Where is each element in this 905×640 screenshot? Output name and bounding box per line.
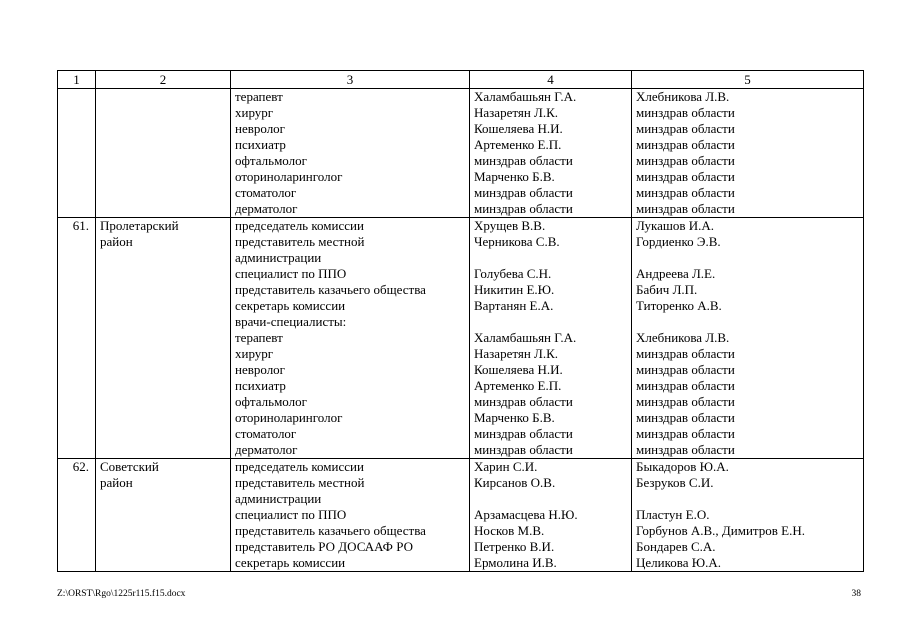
reserve-member: Бондарев С.А. bbox=[636, 539, 716, 554]
main-member: Хрущев В.В. bbox=[474, 218, 546, 233]
main-member: Халамбашьян Г.А. bbox=[474, 89, 577, 104]
page-number: 38 bbox=[851, 589, 861, 599]
reserve-member: минздрав области bbox=[636, 378, 735, 393]
reserve-member: Хлебникова Л.В. bbox=[636, 89, 730, 104]
main-member: Артеменко Е.П. bbox=[474, 378, 562, 393]
reserve-member: минздрав области bbox=[636, 201, 735, 216]
role-line: оториноларинголог bbox=[235, 169, 343, 184]
main-member: Арзамасцева Н.Ю. bbox=[474, 507, 578, 522]
role-line: специалист по ППО bbox=[235, 507, 347, 522]
role-line: психиатр bbox=[235, 137, 286, 152]
main-member: Халамбашьян Г.А. bbox=[474, 330, 577, 345]
reserve-member: Титоренко А.В. bbox=[636, 298, 722, 313]
district-cell bbox=[96, 89, 231, 218]
reserve-members-cell bbox=[632, 89, 864, 218]
role-line: представитель казачьего общества bbox=[235, 282, 426, 297]
main-member: минздрав области bbox=[474, 201, 573, 216]
reserve-member bbox=[636, 491, 859, 507]
reserve-member bbox=[636, 314, 859, 330]
reserve-member: минздрав области bbox=[636, 169, 735, 184]
main-member: Голубева С.Н. bbox=[474, 266, 552, 281]
district-name: район bbox=[100, 234, 133, 249]
roles-cell bbox=[231, 218, 470, 459]
main-member bbox=[474, 314, 627, 330]
main-member: минздрав области bbox=[474, 185, 573, 200]
roles-cell bbox=[231, 89, 470, 218]
main-member: Кошеляева Н.И. bbox=[474, 362, 563, 377]
main-member: Назаретян Л.К. bbox=[474, 346, 559, 361]
main-member: Харин С.И. bbox=[474, 459, 538, 474]
role-line: офтальмолог bbox=[235, 394, 307, 409]
district-name: Пролетарский bbox=[100, 218, 179, 233]
role-line: представитель РО ДОСААФ РО bbox=[235, 539, 413, 554]
reserve-member: Безруков С.И. bbox=[636, 475, 714, 490]
row-number: 62. bbox=[58, 459, 96, 572]
role-line: врачи-специалисты: bbox=[235, 314, 347, 329]
reserve-member: минздрав области bbox=[636, 346, 735, 361]
district-name: район bbox=[100, 475, 133, 490]
reserve-member: минздрав области bbox=[636, 185, 735, 200]
role-line: представитель местной bbox=[235, 234, 365, 249]
role-line: психиатр bbox=[235, 378, 286, 393]
reserve-member: минздрав области bbox=[636, 121, 735, 136]
main-members-cell bbox=[470, 459, 632, 572]
reserve-member: минздрав области bbox=[636, 137, 735, 152]
table-row bbox=[58, 89, 864, 218]
main-member: Марченко Б.В. bbox=[474, 169, 555, 184]
role-line: секретарь комиссии bbox=[235, 298, 346, 313]
row-number: 61. bbox=[58, 218, 96, 459]
main-member: минздрав области bbox=[474, 442, 573, 457]
reserve-member: Целикова Ю.А. bbox=[636, 555, 721, 570]
reserve-member: Андреева Л.Е. bbox=[636, 266, 716, 281]
main-member: Вартанян Е.А. bbox=[474, 298, 554, 313]
role-line: дерматолог bbox=[235, 442, 298, 457]
reserve-member: Хлебникова Л.В. bbox=[636, 330, 730, 345]
row-number bbox=[58, 89, 96, 218]
reserve-member: Бабич Л.П. bbox=[636, 282, 698, 297]
reserve-member: минздрав области bbox=[636, 442, 735, 457]
role-line: секретарь комиссии bbox=[235, 555, 346, 570]
role-line: невролог bbox=[235, 121, 286, 136]
role-line: представитель местной bbox=[235, 475, 365, 490]
district-cell bbox=[96, 459, 231, 572]
column-header-1: 1 bbox=[58, 71, 96, 89]
role-line: председатель комиссии bbox=[235, 218, 364, 233]
reserve-member: Лукашов И.А. bbox=[636, 218, 715, 233]
main-member: Кирсанов О.В. bbox=[474, 475, 556, 490]
reserve-members-cell bbox=[632, 459, 864, 572]
header-row bbox=[58, 71, 864, 89]
role-line: невролог bbox=[235, 362, 286, 377]
reserve-member: Гордиенко Э.В. bbox=[636, 234, 721, 249]
role-line: администрации bbox=[235, 491, 322, 506]
role-line: хирург bbox=[235, 346, 274, 361]
reserve-member: Быкадоров Ю.А. bbox=[636, 459, 729, 474]
main-member: Носков М.В. bbox=[474, 523, 545, 538]
file-path: Z:\ORST\Rgo\1225r115.f15.docx bbox=[57, 589, 186, 599]
main-members-cell bbox=[470, 89, 632, 218]
main-member bbox=[474, 250, 627, 266]
main-member: Назаретян Л.К. bbox=[474, 105, 559, 120]
column-header-2: 2 bbox=[96, 71, 231, 89]
district-name: Советский bbox=[100, 459, 159, 474]
reserve-member: Пластун Е.О. bbox=[636, 507, 710, 522]
main-member: Никитин Е.Ю. bbox=[474, 282, 555, 297]
column-header-5: 5 bbox=[632, 71, 864, 89]
reserve-member: минздрав области bbox=[636, 426, 735, 441]
district-cell bbox=[96, 218, 231, 459]
main-member: Ермолина И.В. bbox=[474, 555, 557, 570]
role-line: представитель казачьего общества bbox=[235, 523, 426, 538]
main-member: Кошеляева Н.И. bbox=[474, 121, 563, 136]
role-line: офтальмолог bbox=[235, 153, 307, 168]
reserve-member: Горбунов А.В., Димитров Е.Н. bbox=[636, 523, 805, 538]
reserve-member: минздрав области bbox=[636, 153, 735, 168]
roles-cell bbox=[231, 459, 470, 572]
column-header-4: 4 bbox=[470, 71, 632, 89]
role-line: хирург bbox=[235, 105, 274, 120]
role-line: председатель комиссии bbox=[235, 459, 364, 474]
reserve-members-cell bbox=[632, 218, 864, 459]
role-line: стоматолог bbox=[235, 426, 297, 441]
role-line: оториноларинголог bbox=[235, 410, 343, 425]
role-line: специалист по ППО bbox=[235, 266, 347, 281]
main-member bbox=[474, 491, 627, 507]
reserve-member: минздрав области bbox=[636, 394, 735, 409]
role-line: стоматолог bbox=[235, 185, 297, 200]
main-member: минздрав области bbox=[474, 394, 573, 409]
main-member: минздрав области bbox=[474, 153, 573, 168]
role-line: терапевт bbox=[235, 89, 283, 104]
main-member: минздрав области bbox=[474, 426, 573, 441]
role-line: администрации bbox=[235, 250, 322, 265]
role-line: терапевт bbox=[235, 330, 283, 345]
column-header-3: 3 bbox=[231, 71, 470, 89]
reserve-member: минздрав области bbox=[636, 362, 735, 377]
main-member: Черникова С.В. bbox=[474, 234, 560, 249]
table-row bbox=[58, 218, 864, 459]
commission-table bbox=[57, 70, 864, 572]
main-members-cell bbox=[470, 218, 632, 459]
reserve-member: минздрав области bbox=[636, 105, 735, 120]
role-line: дерматолог bbox=[235, 201, 298, 216]
main-member: Артеменко Е.П. bbox=[474, 137, 562, 152]
reserve-member: минздрав области bbox=[636, 410, 735, 425]
main-member: Марченко Б.В. bbox=[474, 410, 555, 425]
main-member: Петренко В.И. bbox=[474, 539, 555, 554]
reserve-member bbox=[636, 250, 859, 266]
table-row bbox=[58, 459, 864, 572]
